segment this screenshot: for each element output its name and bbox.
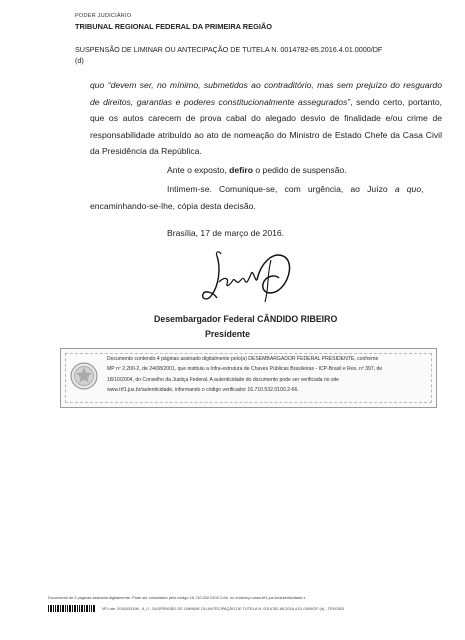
signer-full-name: CÂNDIDO RIBEIRO xyxy=(257,314,338,324)
handwritten-signature xyxy=(195,248,305,310)
court-name: TRIBUNAL REGIONAL FEDERAL DA PRIMEIRA REGIÃO xyxy=(75,22,272,31)
paragraph-reasoning xyxy=(90,77,442,160)
signer-name xyxy=(154,314,337,324)
auth-line: MP nº 2.200-2, de 24/08/2001, que instituiu a Infra-estrutura de Chaves Públicas Brasileiras - ICP-Brasil e Res. nº 397, de xyxy=(107,366,383,373)
auth-line: 18/10/2004, do Conselho da Justiça Federal. A autenticidade do documento pode ser verificada no site xyxy=(107,376,339,383)
judiciary-header: PODER JUDICIÁRIO xyxy=(75,13,132,19)
quoted-text: “devem ser, no mínimo, submetidos ao contraditório, mas sem prejuízo do resguardo de direitos, garantias e poderes constitucionalmente assegurados” xyxy=(90,80,442,107)
case-number: SUSPENSÃO DE LIMINAR OU ANTECIPAÇÃO DE TUTELA N. 0014782-85.2016.4.01.0000/DF xyxy=(75,45,383,54)
signer-role: Presidente xyxy=(205,329,250,339)
paragraph-decision xyxy=(90,162,442,179)
orders-comma: , xyxy=(421,184,424,194)
date-text: Brasília, 17 de março de 2016. xyxy=(167,228,285,238)
paragraph-orders xyxy=(90,181,442,198)
footer-verification-note: Documento de 4 páginas assinado digitalmente. Pode ser consultado pelo código 16.710.532.0100.2-66, no endereço www.trf1.jus.br/autenticidade.x xyxy=(48,595,306,600)
decision-suffix: o pedido de suspensão. xyxy=(252,165,347,175)
case-suffix: (d) xyxy=(75,56,84,65)
barcode-icon xyxy=(48,605,96,614)
decision-prefix: Ante o exposto, xyxy=(167,165,230,175)
footer-batch-number: Nº Lote: 2016033198 - 6_0 - SUSPENSÃO DE LIMINAR OU ANTECIPAÇÃO DE TUTELA N. 0014782-85.2016.4.01.0000/DF (d) - TRS0303 xyxy=(102,606,345,611)
digital-signature-box xyxy=(60,348,437,408)
orders-text: Intimem-se. Comunique-se, com urgência, ao Juízo xyxy=(167,184,395,194)
signer-title: Desembargador Federal xyxy=(154,314,258,324)
decision-verb: defiro xyxy=(229,165,253,175)
auth-line: Documento contendo 4 páginas assinado digitalmente pelo(a) DESEMBARGADOR FEDERAL PRESIDENTE, conforme xyxy=(107,356,379,362)
date-line xyxy=(90,225,442,242)
paragraph-orders-continued: encaminhando-se-lhe, cópia desta decisão. xyxy=(90,201,256,211)
court-seal-icon xyxy=(69,361,99,391)
reasoning-text: , sendo certo, portanto, que os autos carecem de prova cabal do alegado desvio de finalidade e/ou crime de responsabilidade atribuído ao ato de nomeação do Ministro de Estado Chefe da Casa Civil da Presidência da República. xyxy=(90,96,442,156)
quote-intro: quo xyxy=(90,80,108,90)
auth-line: www.trf1.jus.br/autenticidade, informando o código verificador 16.710.532.0100.2-66. xyxy=(107,387,299,394)
a-quo-term: a quo xyxy=(394,184,422,194)
authentication-text xyxy=(107,354,427,396)
